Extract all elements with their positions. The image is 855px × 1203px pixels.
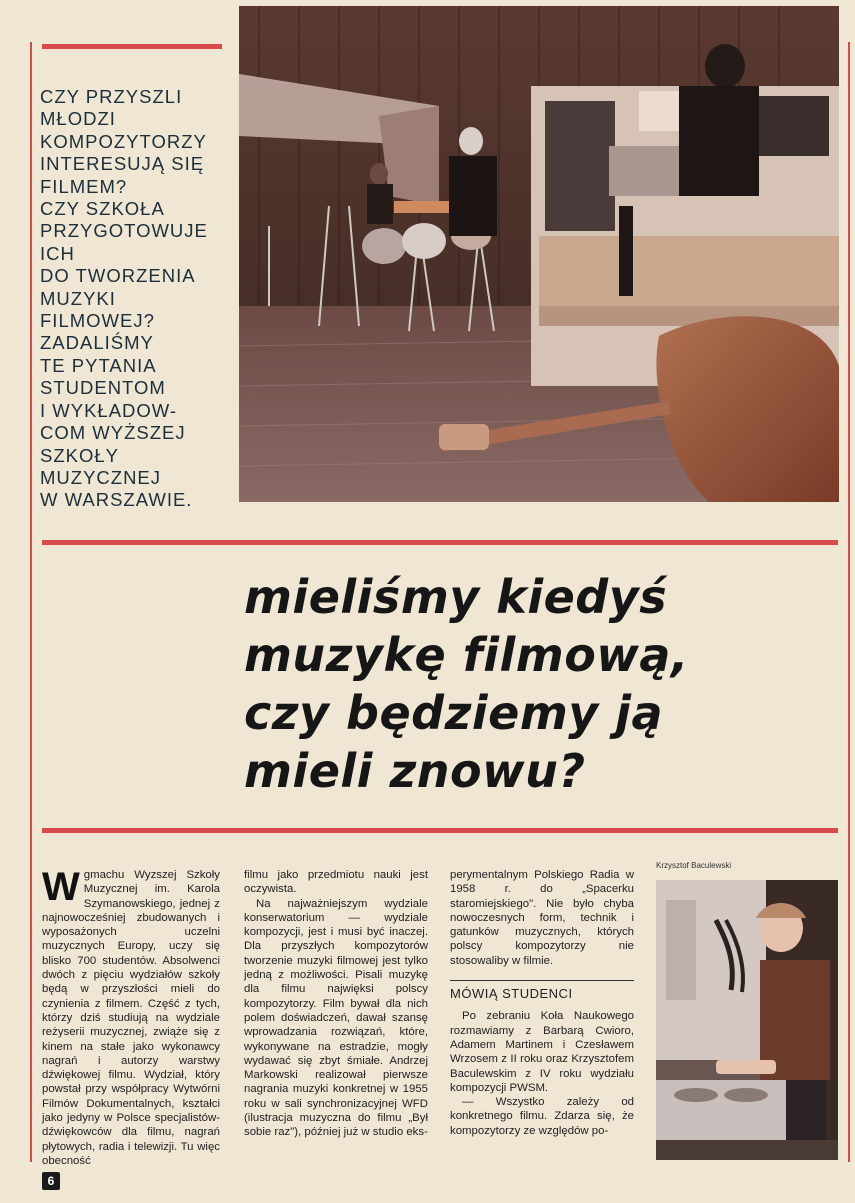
student-at-tape-recorder-photo [656,880,838,1160]
right-margin-rule [848,42,850,1162]
intro-questions [40,86,235,512]
headline-top-rule [42,540,838,545]
headline-bottom-rule [42,828,838,833]
article-column-2 [244,868,428,1140]
intro-line: MŁODZI [40,108,116,130]
drop-cap: W [42,865,80,909]
section-heading: MÓWIĄ STUDENCI [450,980,634,1001]
headline-line: mieliśmy kiedyś [244,570,668,624]
intro-line: CZY PRZYSZLI [40,86,183,107]
paragraph: — Wszystko zależy od konkretnego filmu. Zdarza się, że kompozytorzy ze względów po- [450,1096,634,1137]
concert-hall-photo [239,6,839,502]
paragraph: Po zebraniu Koła Naukowego rozmawiamy z Barbarą Cwioro, Adamem Martinem i Czesławem Wrzosem z II roku oraz Krzysztofem Baculewskim z IV roku wydziału kompozycji PWSM. [450,1010,634,1094]
intro-top-rule [42,44,222,49]
paragraph: Na najważniejszym wydziale konserwatorium — wydziale kompozycji, jest i musi być inaczej. Dla przyszłych kompozytorów tworzenie muzyki filmowej jest tylko jedną z możliwości. Pisali muzykę dla filmu najwięksi polscy kompozytorzy. Film bywał dla nich polem doświadczeń, dawał szansę wprowadzania rozwiązań, które, wykonywane na estradzie, mogły wydawać się zbyt śmiałe. Andrzej Markowski realizował pierwsze nagrania muzyki konkretnej w 1955 roku w sali synchronizacyjnej WFD (ilustracja muzyczna do filmu „Był sobie raz"), później już w studio eks- [244,897,428,1139]
intro-line: PRZYGOTOWUJE [40,220,208,242]
paragraph: gmachu Wyzszej Szkoły Muzycznej im. Karola Szymanowskiego, jednej z najnowocześniej zbudowanych i wyposażonych uczelni muzycznych Europy, uczy się blisko 700 studentów. Absolwenci dwóch z pięciu wydziałów szkoły będą w przyszłości mieli do czynienia z filmem. Część z tych, którzy dziś studiują na wydziale reżyserii muzycznej, zwiąże się z kinem na stałe jako wykonawcy nagrań i autorzy warstwy dźwiękowej filmu. Wydział, który powstał przy współpracy Wytwórni Filmów Dokumentalnych, kształci jako jedyny w Polsce specjalistów-dźwiękowców dla filmu, nagrań płytowych, radia i telewizji. Tu więc obecność [42,869,220,1167]
intro-line: SZKOŁY [40,444,119,466]
page-number: 6 [42,1172,60,1190]
left-margin-rule [30,42,32,1162]
intro-line: MUZYKI [40,287,116,309]
article-headline [244,568,844,800]
intro-line: I WYKŁADOW- [40,399,178,421]
intro-line: MUZYCZNEJ [40,466,162,488]
intro-line: STUDENTOM [40,377,166,399]
concert-hall-illustration [239,6,839,502]
article-column-1 [42,865,220,1168]
intro-line: COM WYŻSZEJ [40,422,186,444]
intro-line: FILMEM? [40,175,128,197]
intro-line: ICH [40,242,75,264]
intro-line: CZY SZKOŁA [40,198,165,220]
article-column-3 [450,868,634,1138]
photo-credit: Krzysztof Baculewski [656,861,732,870]
paragraph: filmu jako przedmiotu nauki jest oczywista. [244,869,428,896]
intro-line: INTERESUJĄ SIĘ [40,153,205,175]
intro-line: ZADALIŚMY [40,332,154,354]
intro-line: DO TWORZENIA [40,265,196,287]
headline-line: czy będziemy ją [244,686,664,740]
intro-line: W WARSZAWIE. [40,489,193,511]
intro-line: FILMOWEJ? [40,310,155,332]
student-illustration [656,880,838,1160]
intro-line: TE PYTANIA [40,354,157,376]
paragraph: perymentalnym Polskiego Radia w 1958 r. do „Spacerku staromiejskiego". Nie było chyba nowoczesnych form, technik i gatunków muzycznych, których polscy kompozytorzy nie stosowaliby w filmie. [450,869,634,967]
headline-line: mieli znowu? [244,744,586,798]
intro-line: KOMPOZYTORZY [40,130,207,152]
headline-line: muzykę filmową, [244,628,689,682]
